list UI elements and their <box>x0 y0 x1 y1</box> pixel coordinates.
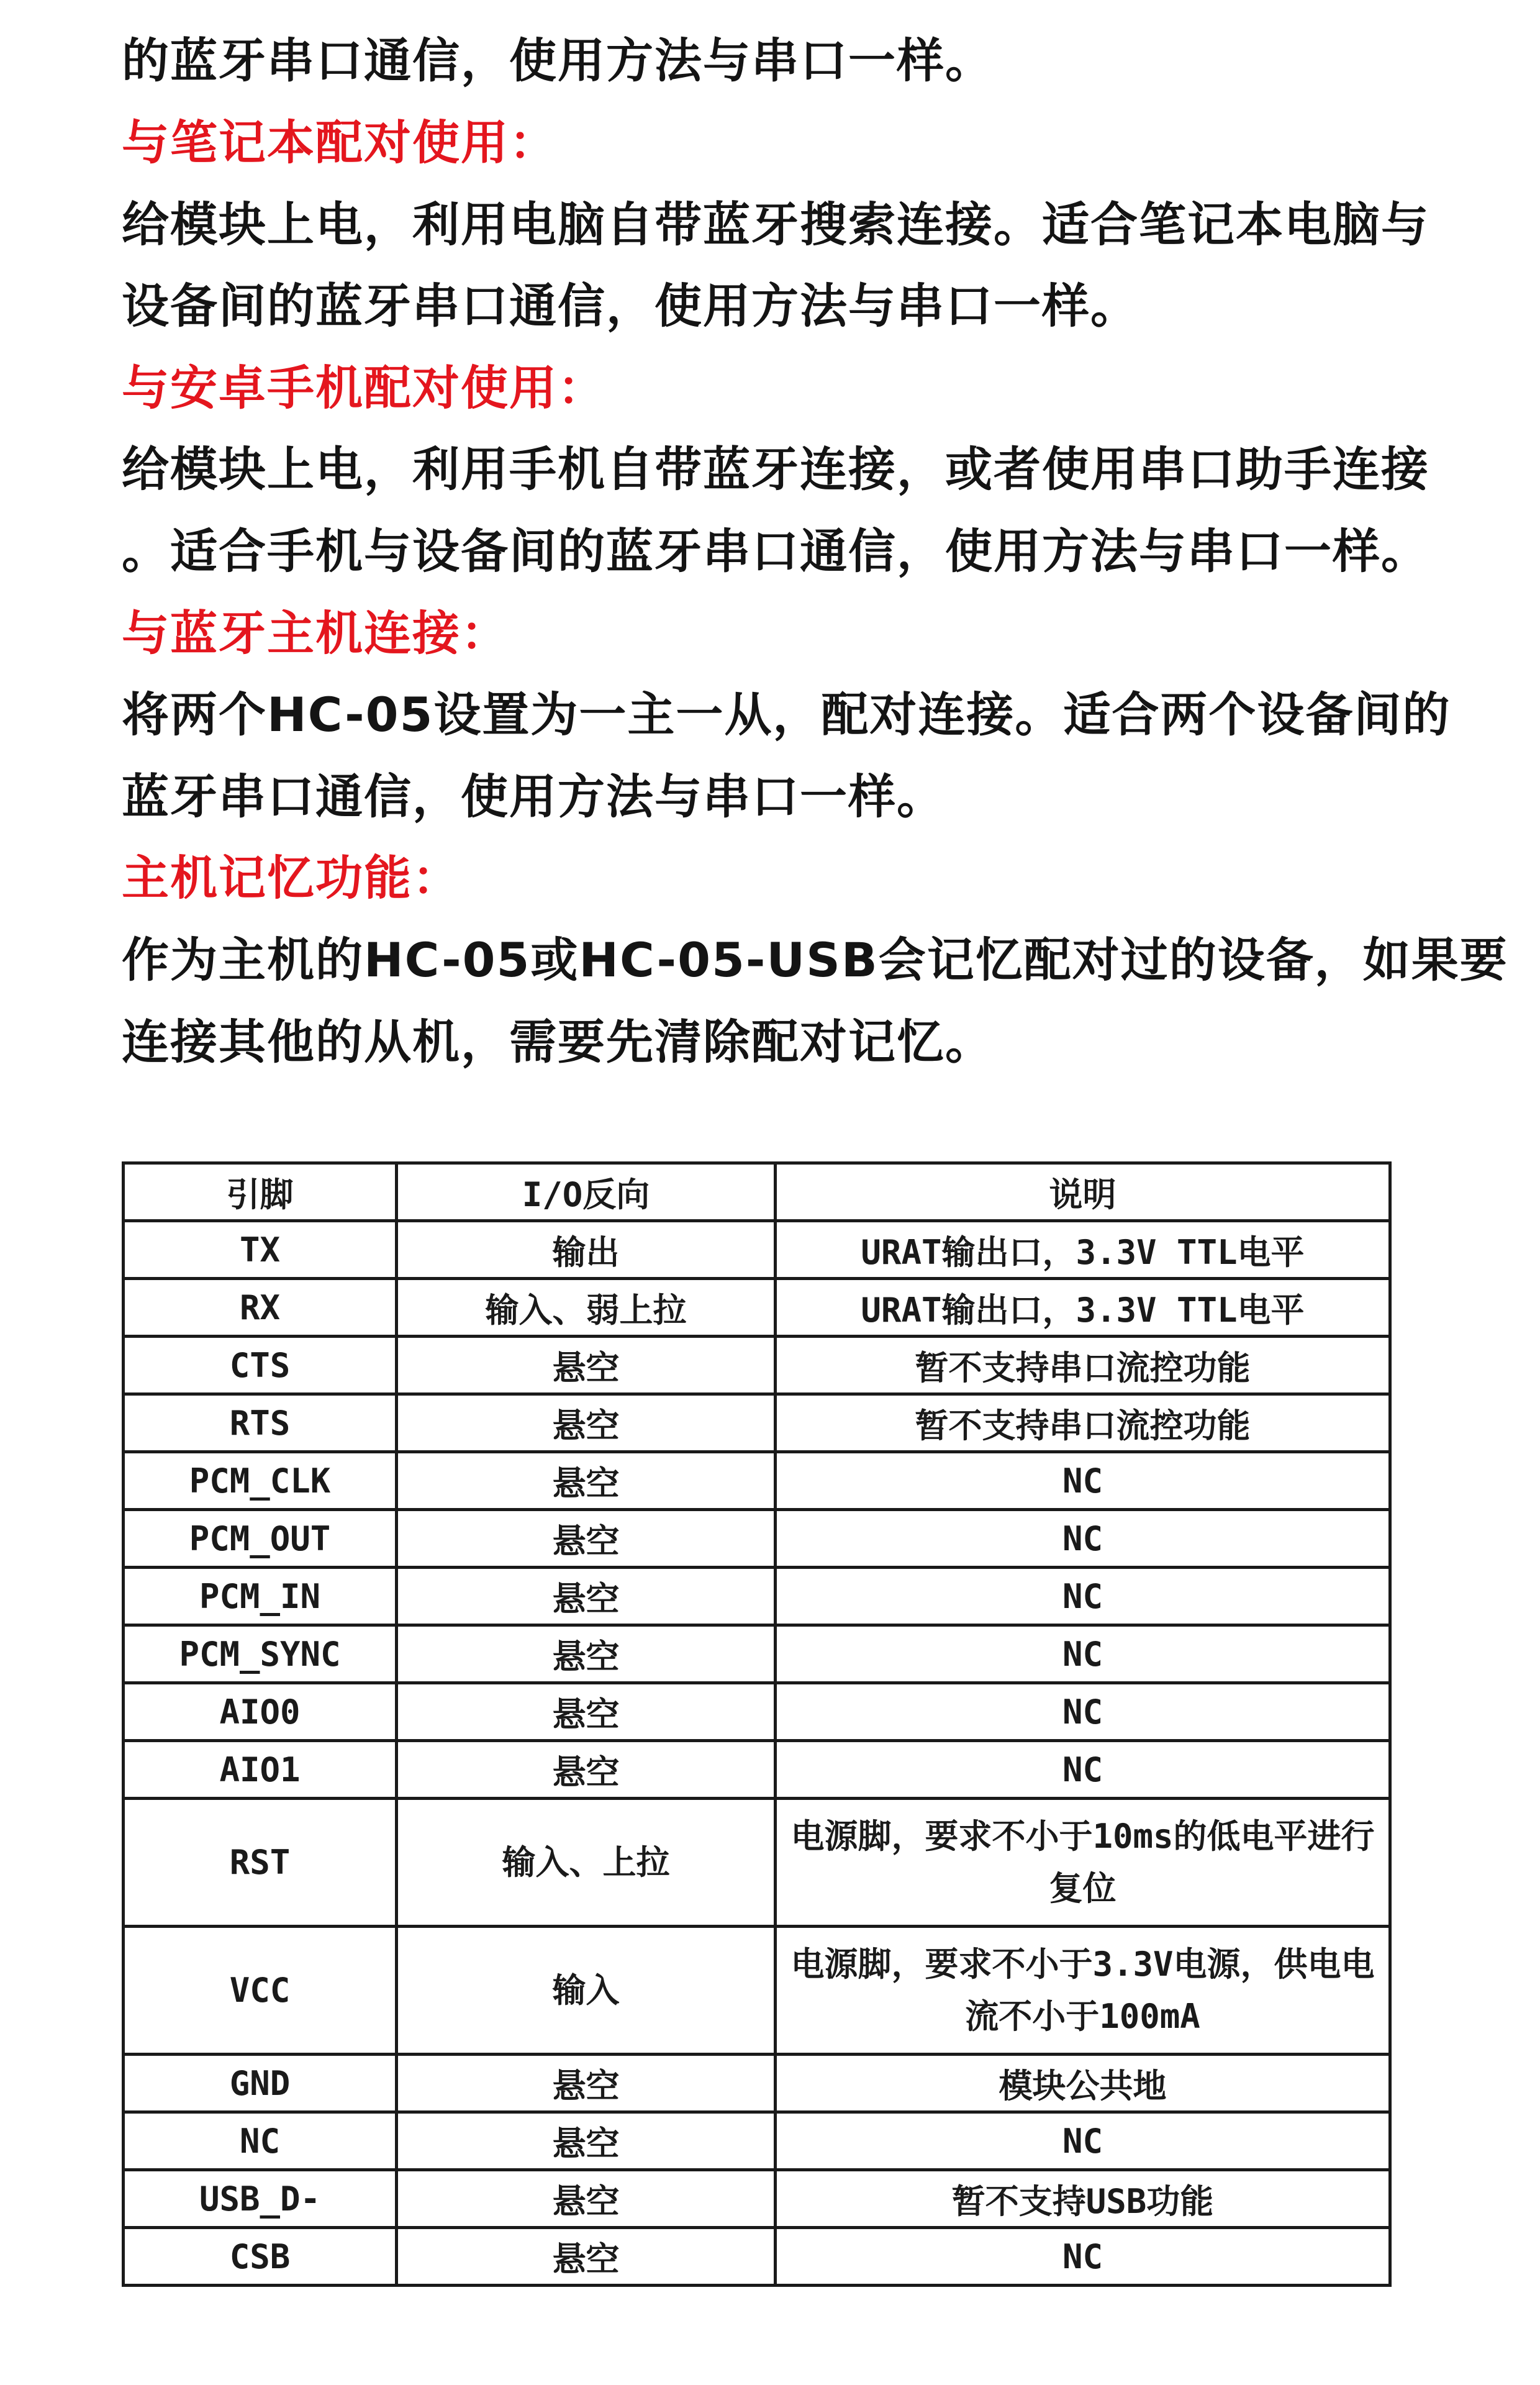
cell-desc: NC <box>776 1625 1390 1683</box>
table-row <box>124 1741 1390 1799</box>
paragraph-line: 给模块上电，利用电脑自带蓝牙搜索连接。适合笔记本电脑与 <box>122 197 1429 252</box>
cell-pin: TX <box>124 1221 397 1279</box>
cell-desc: 模块公共地 <box>776 2055 1390 2112</box>
table-row <box>124 1625 1390 1683</box>
cell-pin: RTS <box>124 1394 397 1452</box>
cell-pin: NC <box>124 2112 397 2170</box>
table-header-row <box>124 1163 1390 1221</box>
cell-pin: PCM_OUT <box>124 1510 397 1568</box>
cell-pin: PCM_IN <box>124 1568 397 1625</box>
table-row <box>124 2170 1390 2228</box>
cell-io: 悬空 <box>397 1510 776 1568</box>
cell-desc: NC <box>776 1741 1390 1799</box>
cell-desc: NC <box>776 1568 1390 1625</box>
pin-table-container <box>122 1161 1388 2287</box>
header-desc: 说明 <box>776 1163 1390 1221</box>
cell-io: 悬空 <box>397 1741 776 1799</box>
cell-io: 悬空 <box>397 1337 776 1394</box>
cell-desc: NC <box>776 2112 1390 2170</box>
cell-desc: NC <box>776 1510 1390 1568</box>
table-row <box>124 1510 1390 1568</box>
cell-desc: 暂不支持串口流控功能 <box>776 1394 1390 1452</box>
paragraph-line: 蓝牙串口通信，使用方法与串口一样。 <box>122 769 945 824</box>
header-io: I/O反向 <box>397 1163 776 1221</box>
paragraph-line: 。适合手机与设备间的蓝牙串口通信，使用方法与串口一样。 <box>122 524 1429 579</box>
cell-pin: AIO1 <box>124 1741 397 1799</box>
paragraph-line: 将两个HC-05设置为一主一从，配对连接。适合两个设备间的 <box>122 687 1451 742</box>
section-heading-memory: 主机记忆功能： <box>122 850 461 906</box>
table-row <box>124 1799 1390 1927</box>
paragraph-line: 作为主机的HC-05或HC-05-USB会记忆配对过的设备，如果要 <box>122 932 1508 988</box>
table-row <box>124 1221 1390 1279</box>
table-row <box>124 2228 1390 2286</box>
cell-io: 悬空 <box>397 2228 776 2286</box>
table-row <box>124 2055 1390 2112</box>
cell-io: 悬空 <box>397 1452 776 1510</box>
table-row <box>124 1279 1390 1337</box>
cell-desc: 电源脚，要求不小于3.3V电源，供电电流不小于100mA <box>776 1927 1390 2055</box>
table-row <box>124 1927 1390 2055</box>
paragraph-line: 设备间的蓝牙串口通信，使用方法与串口一样。 <box>122 278 1139 334</box>
table-row <box>124 1452 1390 1510</box>
cell-pin: AIO0 <box>124 1683 397 1741</box>
cell-io: 输入、弱上拉 <box>397 1279 776 1337</box>
header-pin: 引脚 <box>124 1163 397 1221</box>
section-heading-master: 与蓝牙主机连接： <box>122 606 509 661</box>
table-row <box>124 2112 1390 2170</box>
cell-pin: RX <box>124 1279 397 1337</box>
cell-desc: URAT输出口，3.3V TTL电平 <box>776 1221 1390 1279</box>
cell-pin: RST <box>124 1799 397 1927</box>
cell-pin: CSB <box>124 2228 397 2286</box>
paragraph-line: 连接其他的从机，需要先清除配对记忆。 <box>122 1014 994 1070</box>
cell-desc: 暂不支持USB功能 <box>776 2170 1390 2228</box>
cell-pin: USB_D- <box>124 2170 397 2228</box>
cell-pin: PCM_SYNC <box>124 1625 397 1683</box>
table-row <box>124 1394 1390 1452</box>
cell-pin: VCC <box>124 1927 397 2055</box>
cell-desc: NC <box>776 1452 1390 1510</box>
cell-desc: NC <box>776 1683 1390 1741</box>
table-row <box>124 1568 1390 1625</box>
pin-table <box>122 1161 1392 2287</box>
cell-io: 悬空 <box>397 2170 776 2228</box>
cell-io: 悬空 <box>397 1625 776 1683</box>
cell-io: 悬空 <box>397 1394 776 1452</box>
cell-io: 输入、上拉 <box>397 1799 776 1927</box>
paragraph-line: 的蓝牙串口通信，使用方法与串口一样。 <box>122 33 994 88</box>
table-row <box>124 1683 1390 1741</box>
section-heading-laptop: 与笔记本配对使用： <box>122 115 558 170</box>
cell-io: 悬空 <box>397 2055 776 2112</box>
cell-pin: PCM_CLK <box>124 1452 397 1510</box>
cell-pin: GND <box>124 2055 397 2112</box>
cell-desc: NC <box>776 2228 1390 2286</box>
section-heading-android: 与安卓手机配对使用： <box>122 360 606 416</box>
cell-desc: URAT输出口，3.3V TTL电平 <box>776 1279 1390 1337</box>
paragraph-line: 给模块上电，利用手机自带蓝牙连接，或者使用串口助手连接 <box>122 442 1429 497</box>
cell-io: 悬空 <box>397 2112 776 2170</box>
cell-io: 输出 <box>397 1221 776 1279</box>
cell-pin: CTS <box>124 1337 397 1394</box>
cell-io: 悬空 <box>397 1683 776 1741</box>
cell-desc: 电源脚，要求不小于10ms的低电平进行复位 <box>776 1799 1390 1927</box>
cell-io: 输入 <box>397 1927 776 2055</box>
cell-io: 悬空 <box>397 1568 776 1625</box>
table-row <box>124 1337 1390 1394</box>
cell-desc: 暂不支持串口流控功能 <box>776 1337 1390 1394</box>
